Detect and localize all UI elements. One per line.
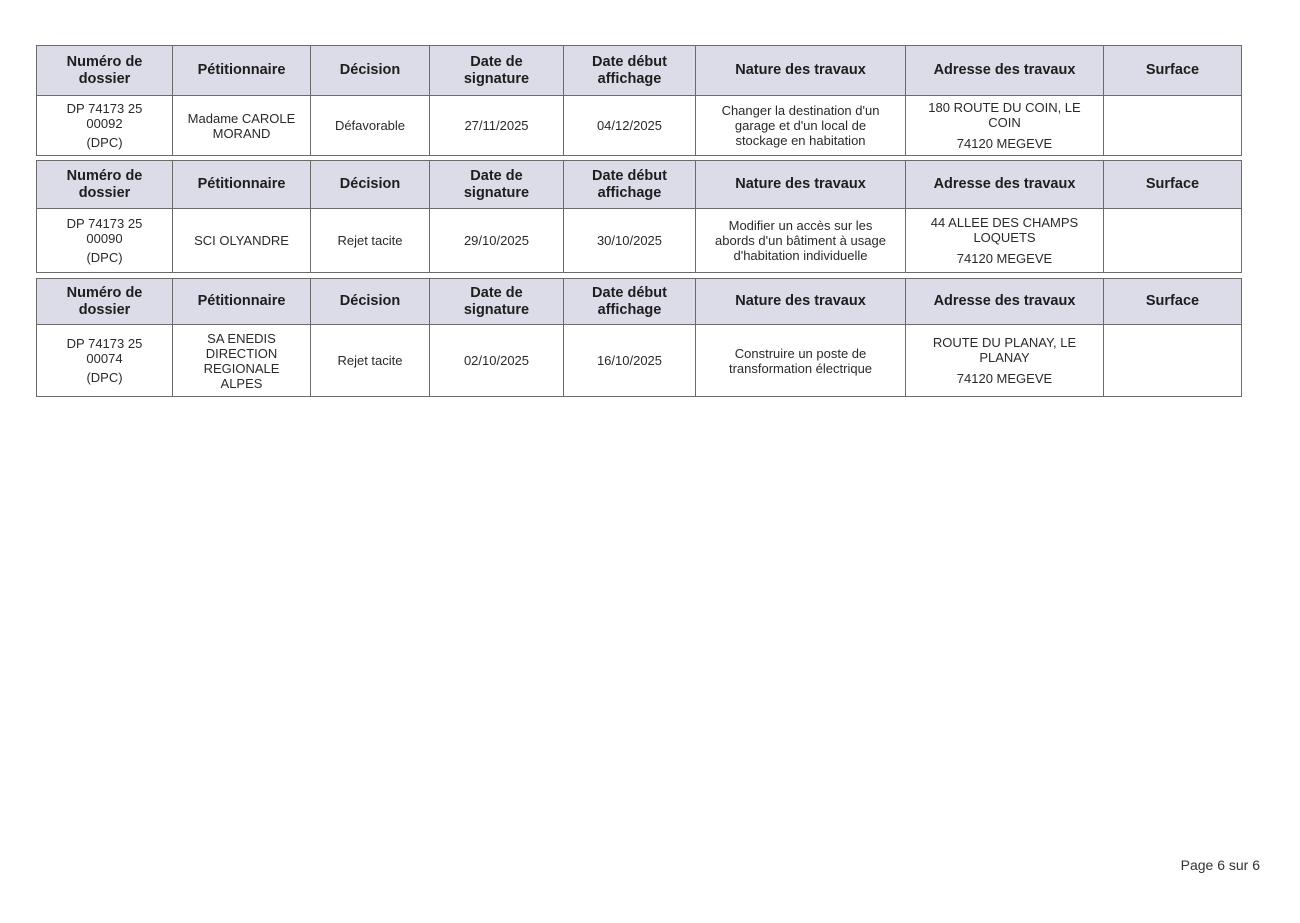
header-signature: Date de signature [430,46,564,96]
cell-decision: Rejet tacite [311,209,430,273]
header-surface: Surface [1104,279,1242,325]
header-petitionnaire: Pétitionnaire [173,279,311,325]
cell-petitionnaire: Madame CAROLE MORAND [173,96,311,156]
header-adresse: Adresse des travaux [906,161,1104,209]
header-decision: Décision [311,279,430,325]
cell-nature: Modifier un accès sur les abords d'un bâtiment à usage d'habitation individuelle [696,209,906,273]
header-adresse: Adresse des travaux [906,279,1104,325]
cell-dossier: DP 74173 25 00090 (DPC) [37,209,173,273]
table-row [37,96,1242,156]
header-adresse: Adresse des travaux [906,46,1104,96]
page-number: Page 6 sur 6 [1180,857,1260,873]
cell-signature: 29/10/2025 [430,209,564,273]
header-decision: Décision [311,46,430,96]
table-row [37,209,1242,273]
cell-nature: Construire un poste de transformation électrique [696,325,906,397]
cell-adresse: ROUTE DU PLANAY, LE PLANAY 74120 MEGEVE [906,325,1104,397]
cell-decision: Défavorable [311,96,430,156]
cell-nature: Changer la destination d'un garage et d'un local de stockage en habitation [696,96,906,156]
header-row [37,161,1242,209]
cell-adresse: 44 ALLEE DES CHAMPS LOQUETS 74120 MEGEVE [906,209,1104,273]
record-table-3 [36,278,1242,397]
header-dossier: Numéro de dossier [37,46,173,96]
header-row [37,279,1242,325]
cell-surface [1104,209,1242,273]
header-nature: Nature des travaux [696,46,906,96]
cell-dossier: DP 74173 25 00092 (DPC) [37,96,173,156]
header-dossier: Numéro de dossier [37,161,173,209]
header-dossier: Numéro de dossier [37,279,173,325]
cell-decision: Rejet tacite [311,325,430,397]
header-affichage: Date début affichage [564,46,696,96]
cell-dossier: DP 74173 25 00074 (DPC) [37,325,173,397]
header-row [37,46,1242,96]
table-row [37,325,1242,397]
header-surface: Surface [1104,46,1242,96]
cell-adresse: 180 ROUTE DU COIN, LE COIN 74120 MEGEVE [906,96,1104,156]
record-table-2 [36,160,1242,273]
cell-surface [1104,325,1242,397]
cell-signature: 27/11/2025 [430,96,564,156]
cell-affichage: 16/10/2025 [564,325,696,397]
cell-petitionnaire: SCI OLYANDRE [173,209,311,273]
cell-surface [1104,96,1242,156]
header-decision: Décision [311,161,430,209]
header-signature: Date de signature [430,279,564,325]
record-table-1 [36,45,1242,156]
header-surface: Surface [1104,161,1242,209]
header-nature: Nature des travaux [696,279,906,325]
cell-signature: 02/10/2025 [430,325,564,397]
header-petitionnaire: Pétitionnaire [173,161,311,209]
cell-affichage: 30/10/2025 [564,209,696,273]
header-nature: Nature des travaux [696,161,906,209]
header-signature: Date de signature [430,161,564,209]
cell-petitionnaire: SA ENEDIS DIRECTION REGIONALE ALPES [173,325,311,397]
header-petitionnaire: Pétitionnaire [173,46,311,96]
cell-affichage: 04/12/2025 [564,96,696,156]
header-affichage: Date début affichage [564,279,696,325]
header-affichage: Date début affichage [564,161,696,209]
